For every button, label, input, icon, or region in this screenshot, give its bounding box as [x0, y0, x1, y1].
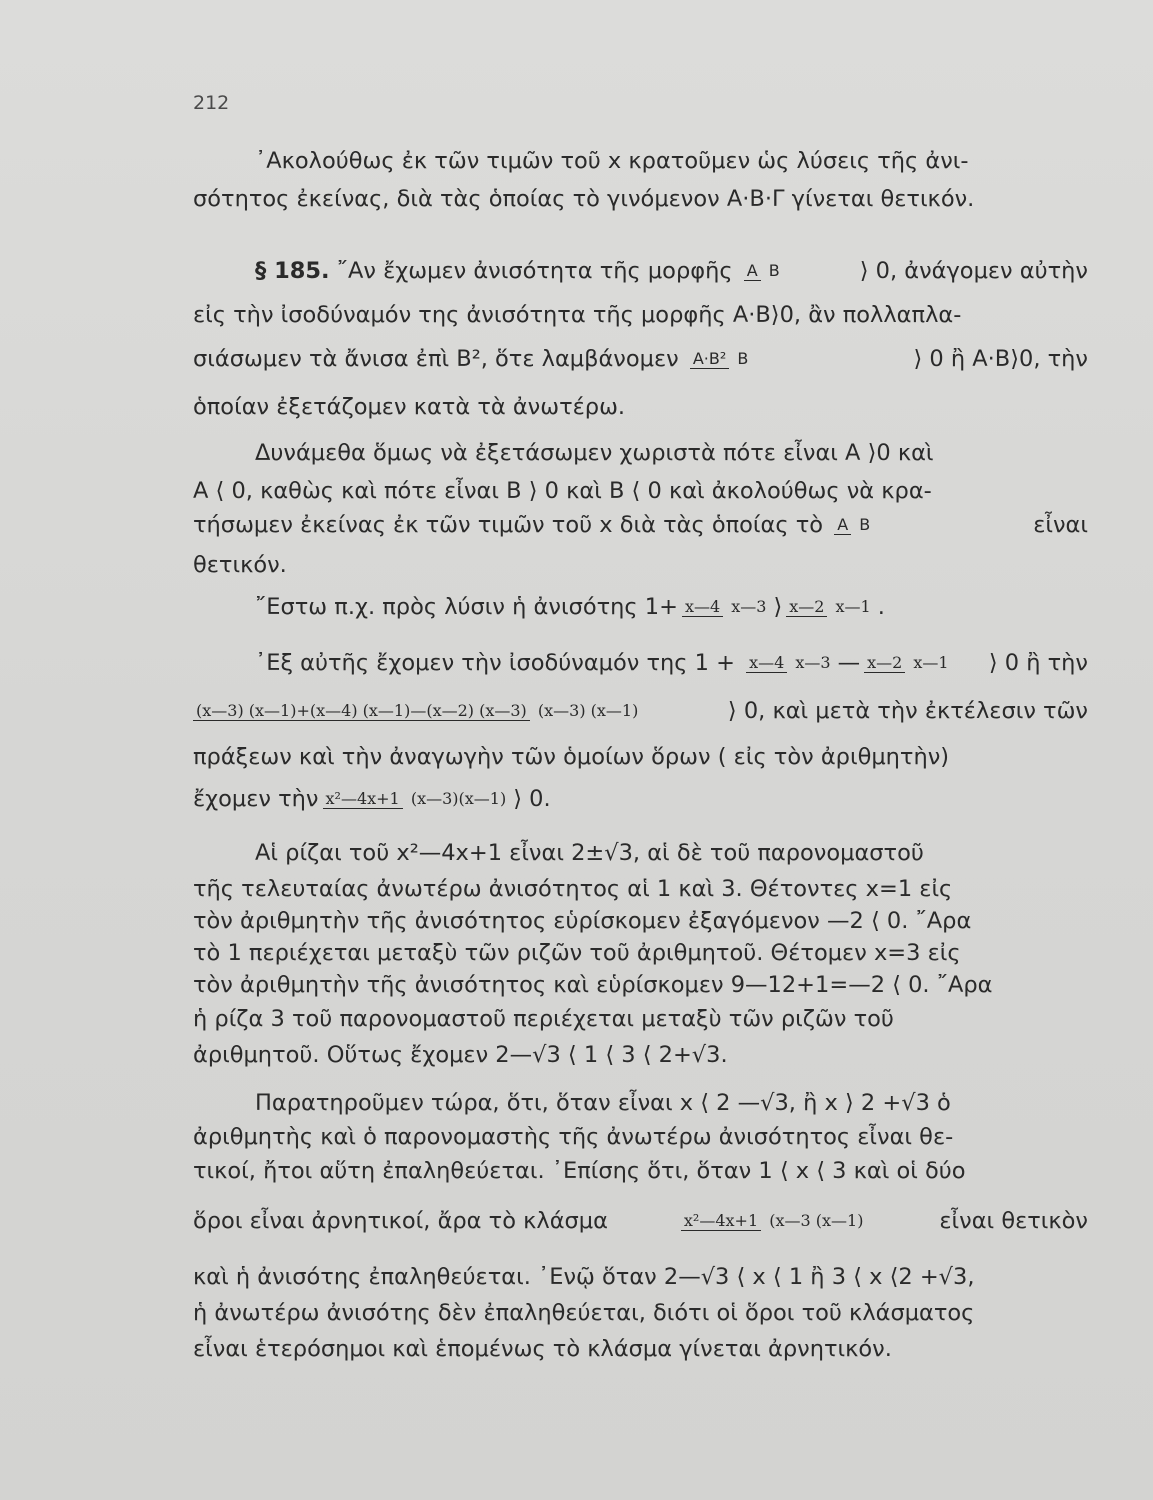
denominator: Β — [737, 349, 749, 368]
example-line — [193, 648, 1088, 678]
numerator: x—2 — [786, 598, 827, 617]
paragraph-line — [193, 146, 1088, 176]
text: ἡ ἀνωτέρω ἀνισότης δὲν ἐπαληθεύεται, διότι οἱ ὅροι τοῦ κλάσματος — [193, 1300, 975, 1326]
text: ῎Αν ἔχωμεν ἀνισότητα τῆς μορφῆς — [336, 258, 733, 284]
fraction — [786, 598, 874, 617]
paragraph-line — [193, 438, 1088, 468]
text-with-fractions — [255, 648, 956, 678]
denominator: x—3 — [795, 653, 831, 672]
page-number: 212 — [193, 92, 230, 114]
text: σιάσωμεν τὰ ἄνισα ἐπὶ Β², ὅτε λαμβάνομεν — [193, 346, 679, 372]
operator: ⟩ — [773, 594, 783, 620]
text: εἶναι — [1033, 512, 1088, 538]
paragraph-line — [193, 1088, 1088, 1118]
fraction — [864, 654, 952, 673]
text: τήσωμεν ἐκείνας ἐκ τῶν τιμῶν τοῦ x διὰ τὰς ὁποίας τὸ — [193, 512, 824, 538]
paragraph-line — [193, 550, 1088, 580]
text-with-fraction — [193, 344, 755, 374]
text: καὶ ἡ ἀνισότης ἐπαληθεύεται. ᾿Ενῷ ὅταν 2—√3 ⟨ x ⟨ 1 ἢ 3 ⟨ x ⟨2 +√3, — [193, 1264, 975, 1290]
numerator: Α — [744, 262, 761, 281]
text: Παρατηροῦμεν τώρα, ὅτι, ὅταν εἶναι x ⟨ 2 —√3, ἢ x ⟩ 2 +√3 ὁ — [255, 1090, 951, 1116]
fraction-a-over-b — [744, 262, 783, 281]
section-label: § 185. — [255, 258, 330, 284]
text: εἶναι θετικὸν — [939, 1208, 1088, 1234]
denominator: (x—3)(x—1) — [410, 788, 507, 808]
numerator: Α·Β² — [690, 350, 729, 369]
text: ἀριθμητοῦ. Οὕτως ἔχομεν 2—√3 ⟨ 1 ⟨ 3 ⟨ 2+√3. — [193, 1042, 728, 1068]
text: σότητος ἐκείνας, διὰ τὰς ὁποίας τὸ γινόμενον Α·Β·Γ γίνεται θετικόν. — [193, 186, 975, 212]
fraction — [323, 790, 510, 809]
text: ⟩ 0. — [513, 786, 551, 812]
fraction-ab2-over-b — [690, 350, 752, 369]
text: εἰς τὴν ἰσοδύναμόν της ἀνισότητα τῆς μορφῆς Α·Β⟩0, ἂν πολλαπλα- — [193, 302, 962, 328]
text: τὸν ἀριθμητὴν τῆς ἀνισότητος καὶ εὑρίσκομεν 9—12+1=—2 ⟨ 0. ῎Αρα — [193, 972, 993, 998]
minus-sign: — — [837, 650, 861, 676]
paragraph-line — [193, 874, 1088, 904]
paragraph-line — [193, 742, 1088, 772]
denominator: x—3 — [731, 596, 767, 616]
paragraph-line — [193, 1262, 1088, 1292]
paragraph-line — [193, 938, 1088, 968]
text: τὸν ἀριθμητὴν τῆς ἀνισότητος εὑρίσκομεν ἐξαγόμενον —2 ⟨ 0. ῎Αρα — [193, 908, 972, 934]
section-185-line — [193, 256, 1088, 286]
paragraph-line — [193, 510, 1088, 540]
numerator: x²—4x+1 — [681, 1212, 761, 1231]
long-fraction — [193, 702, 641, 721]
text: Αἱ ρίζαι τοῦ x²—4x+1 εἶναι 2±√3, αἱ δὲ τοῦ παρονομαστοῦ — [255, 840, 924, 866]
text: ἔχομεν τὴν — [193, 786, 319, 812]
example-line — [193, 592, 1088, 622]
denominator: x—1 — [913, 653, 949, 672]
denominator: Β — [768, 261, 780, 280]
numerator: x—4 — [746, 654, 787, 673]
numerator: x—4 — [682, 598, 723, 617]
paragraph-line — [193, 1334, 1088, 1364]
text: Α ⟨ 0, καθὼς καὶ πότε εἶναι Β ⟩ 0 καὶ Β ⟨ 0 καὶ ἀκολούθως νὰ κρα- — [193, 478, 932, 504]
text: ῎Εστω π.χ. πρὸς λύσιν ἡ ἀνισότης 1+ — [255, 594, 678, 620]
text: ᾿Εξ αὐτῆς ἔχομεν τὴν ἰσοδύναμόν της 1 + — [255, 650, 735, 676]
fraction — [681, 1212, 867, 1231]
text: θετικόν. — [193, 552, 287, 578]
paragraph-line — [193, 1206, 1088, 1236]
numerator: Α — [834, 516, 851, 535]
text: ⟩ 0 ἢ τὴν — [988, 650, 1088, 676]
text: τῆς τελευταίας ἀνωτέρω ἀνισότητος αἱ 1 καὶ 3. Θέτοντες x=1 εἰς — [193, 876, 953, 902]
paragraph-line — [193, 184, 1088, 214]
text: ⟩ 0 ἢ Α·Β⟩0, τὴν — [913, 346, 1088, 372]
paragraph-line — [193, 344, 1088, 374]
paragraph-line — [193, 970, 1088, 1000]
paragraph-line — [193, 838, 1088, 868]
paragraph-line — [193, 1122, 1088, 1152]
text: ὅροι εἶναι ἀρνητικοί, ἄρα τὸ κλάσμα — [193, 1208, 608, 1234]
denominator: x—1 — [835, 596, 871, 616]
numerator: x—2 — [864, 654, 905, 673]
denominator: Β — [859, 515, 871, 534]
text: ᾿Ακολούθως ἐκ τῶν τιμῶν τοῦ x κρατοῦμεν ὡς λύσεις τῆς ἀνι- — [255, 148, 969, 174]
text: εἶναι ἑτερόσημοι καὶ ἑπομένως τὸ κλάσμα γίνεται ἀρνητικόν. — [193, 1336, 892, 1362]
text: τὸ 1 περιέχεται μεταξὺ τῶν ριζῶν τοῦ ἀριθμητοῦ. Θέτομεν x=3 εἰς — [193, 940, 961, 966]
text: ὁποίαν ἐξετάζομεν κατὰ τὰ ἀνωτέρω. — [193, 394, 626, 420]
fraction-a-over-b — [834, 516, 873, 535]
fraction — [682, 598, 770, 617]
example-line — [193, 784, 1088, 814]
paragraph-line — [193, 476, 1088, 506]
text: πράξεων καὶ τὴν ἀναγωγὴν τῶν ὁμοίων ὅρων ( εἰς τὸν ἀριθμητὴν) — [193, 744, 950, 770]
denominator: (x—3) (x—1) — [537, 700, 639, 720]
paragraph-line — [193, 300, 1088, 330]
period: . — [877, 594, 885, 620]
paragraph-line — [193, 1298, 1088, 1328]
denominator: (x—3 (x—1) — [769, 1210, 864, 1230]
paragraph-line — [193, 1004, 1088, 1034]
paragraph-line — [193, 906, 1088, 936]
fraction — [746, 654, 834, 673]
paragraph-line — [193, 1156, 1088, 1186]
paragraph-line — [193, 1040, 1088, 1070]
numerator: (x—3) (x—1)+(x—4) (x—1)—(x—2) (x—3) — [193, 702, 530, 721]
text-with-fraction — [193, 510, 877, 540]
text: τικοί, ἤτοι αὕτη ἐπαληθεύεται. ᾿Επίσης ὅτι, ὅταν 1 ⟨ x ⟨ 3 καὶ οἱ δύο — [193, 1158, 966, 1184]
paragraph-line — [193, 392, 1088, 422]
text: ⟩ 0, ἀνάγομεν αὐτὴν — [859, 258, 1088, 284]
example-line — [193, 696, 1088, 726]
text: ⟩ 0, καὶ μετὰ τὴν ἐκτέλεσιν τῶν — [727, 698, 1088, 724]
section-label-group — [255, 256, 787, 286]
numerator: x²—4x+1 — [323, 790, 403, 809]
text: ἀριθμητὴς καὶ ὁ παρονομαστὴς τῆς ἀνωτέρω ἀνισότητος εἶναι θε- — [193, 1124, 954, 1150]
text: ἡ ρίζα 3 τοῦ παρονομαστοῦ περιέχεται μεταξὺ τῶν ριζῶν τοῦ — [193, 1006, 894, 1032]
text: Δυνάμεθα ὅμως νὰ ἐξετάσωμεν χωριστὰ πότε εἶναι Α ⟩0 καὶ — [255, 440, 934, 466]
